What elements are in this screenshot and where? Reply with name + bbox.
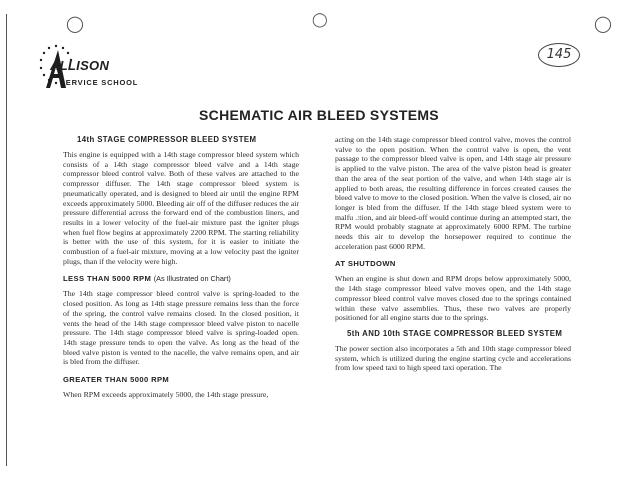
binder-holes: [0, 10, 638, 34]
binder-hole-mark: ◯: [312, 12, 328, 28]
right-column: [335, 135, 571, 381]
section-heading-greater-than-5000: GREATER THAN 5000 RPM: [63, 375, 170, 385]
section-heading-5th-10th-stage: 5th AND 10th STAGE COMPRESSOR BLEED SYSTEM: [347, 328, 563, 338]
section-heading-shutdown: AT SHUTDOWN: [335, 259, 396, 269]
logo-brand-text: ALLISON: [50, 58, 110, 73]
less-heading-text: LESS THAN 5000 RPM: [63, 274, 152, 284]
section-heading-less-than-5000: [63, 274, 299, 283]
binder-hole-mark: ◯: [66, 14, 84, 33]
page-number-circle: 145: [538, 43, 580, 67]
page-title: SCHEMATIC AIR BLEED SYSTEMS: [199, 107, 439, 123]
intro-paragraph: This engine is equipped with a 14th stage compressor bleed system which consists of a 14th stage compressor bleed valve and a 14th stage compressor bleed control valve. Both of these valves are attached to the compressor diffuser. The 14th stage compressor bleed system is pneumatically operated, and is designed to bleed air until the engine RPM exceeds approximately 5000. Bleeding air off of the diffuser reduces the air pressure differential across the forward end of the combustion liners, and results in a lower velocity of the fuel-air mixture past the igniter plugs when fuel flow begins at approximately 2200 RPM. The starting reliability is better with the use of this system, for it is easier to initiate the combustion of a fuel-air mixture, moving at a low velocity past the igniter plugs, than if the velocity were high.: [63, 150, 299, 266]
binder-hole-mark: ◯: [594, 14, 612, 33]
fifth-stage-paragraph: The power section also incorporates a 5th and 10th stage compressor bleed system, which is utilized during the engine starting cycle and accelerations from low speed taxi to high speed taxi operation. The: [335, 343, 571, 373]
logo-subtitle: SERVICE SCHOOL: [60, 78, 139, 87]
continued-paragraph: acting on the 14th stage compressor bleed control valve, moves the control valve to the open position. When the control valve is open, the vent passage to the compressor bleed valve is open, and 14th stage air pressure is applied to the valve piston. The area of the valve piston head is greater than the area of the seat portion of the valve, and when 14th stage air is applied to both areas, the resulting difference in forces created causes the bleed valve to move to the closed position. When the valve is closed, air no longer is bled from the diffuser. If the 14th stage bleed system were to malfu .:tion, and air bleed-off would continue during an attempted start, the RPM would probably stagnate at approximately 6000 RPM. The turbine needs this air to develop the horsepower required to continue the acceleration past 6000 RPM.: [335, 135, 571, 251]
section-heading-14th-stage: 14th STAGE COMPRESSOR BLEED SYSTEM: [77, 135, 257, 144]
less-than-paragraph: The 14th stage compressor bleed control valve is spring-loaded to the closed position. As long as 14th stage pressure remains less than the force of the spring, the control valve remains closed. In the closed position, it vents the head of the 14th stage compressor bleed valve piston to nacelle pressure. The 14th stage compressor bleed valve is spring-loaded open. 14th stage pressure tends to open the valve. As long as the head of the bleed valve piston is vented to the nacelle, the valve remains open, and air is bled from the diffuser.: [63, 289, 299, 367]
left-column: [63, 135, 299, 408]
greater-than-paragraph: When RPM exceeds approximately 5000, the 14th stage pressure,: [63, 390, 269, 400]
shutdown-paragraph: When an engine is shut down and RPM drops below approximately 5000, the 14th stage compressor bleed valve moves open, and the 14th stage compressor bleed control valve moves closed due to the springs contained within these valve assemblies. Thus, these two valves are properly positioned for all engine starts due to the springs.: [335, 274, 571, 323]
less-heading-note: (As Illustrated on Chart): [153, 274, 231, 284]
page-edge-line: [6, 14, 7, 466]
